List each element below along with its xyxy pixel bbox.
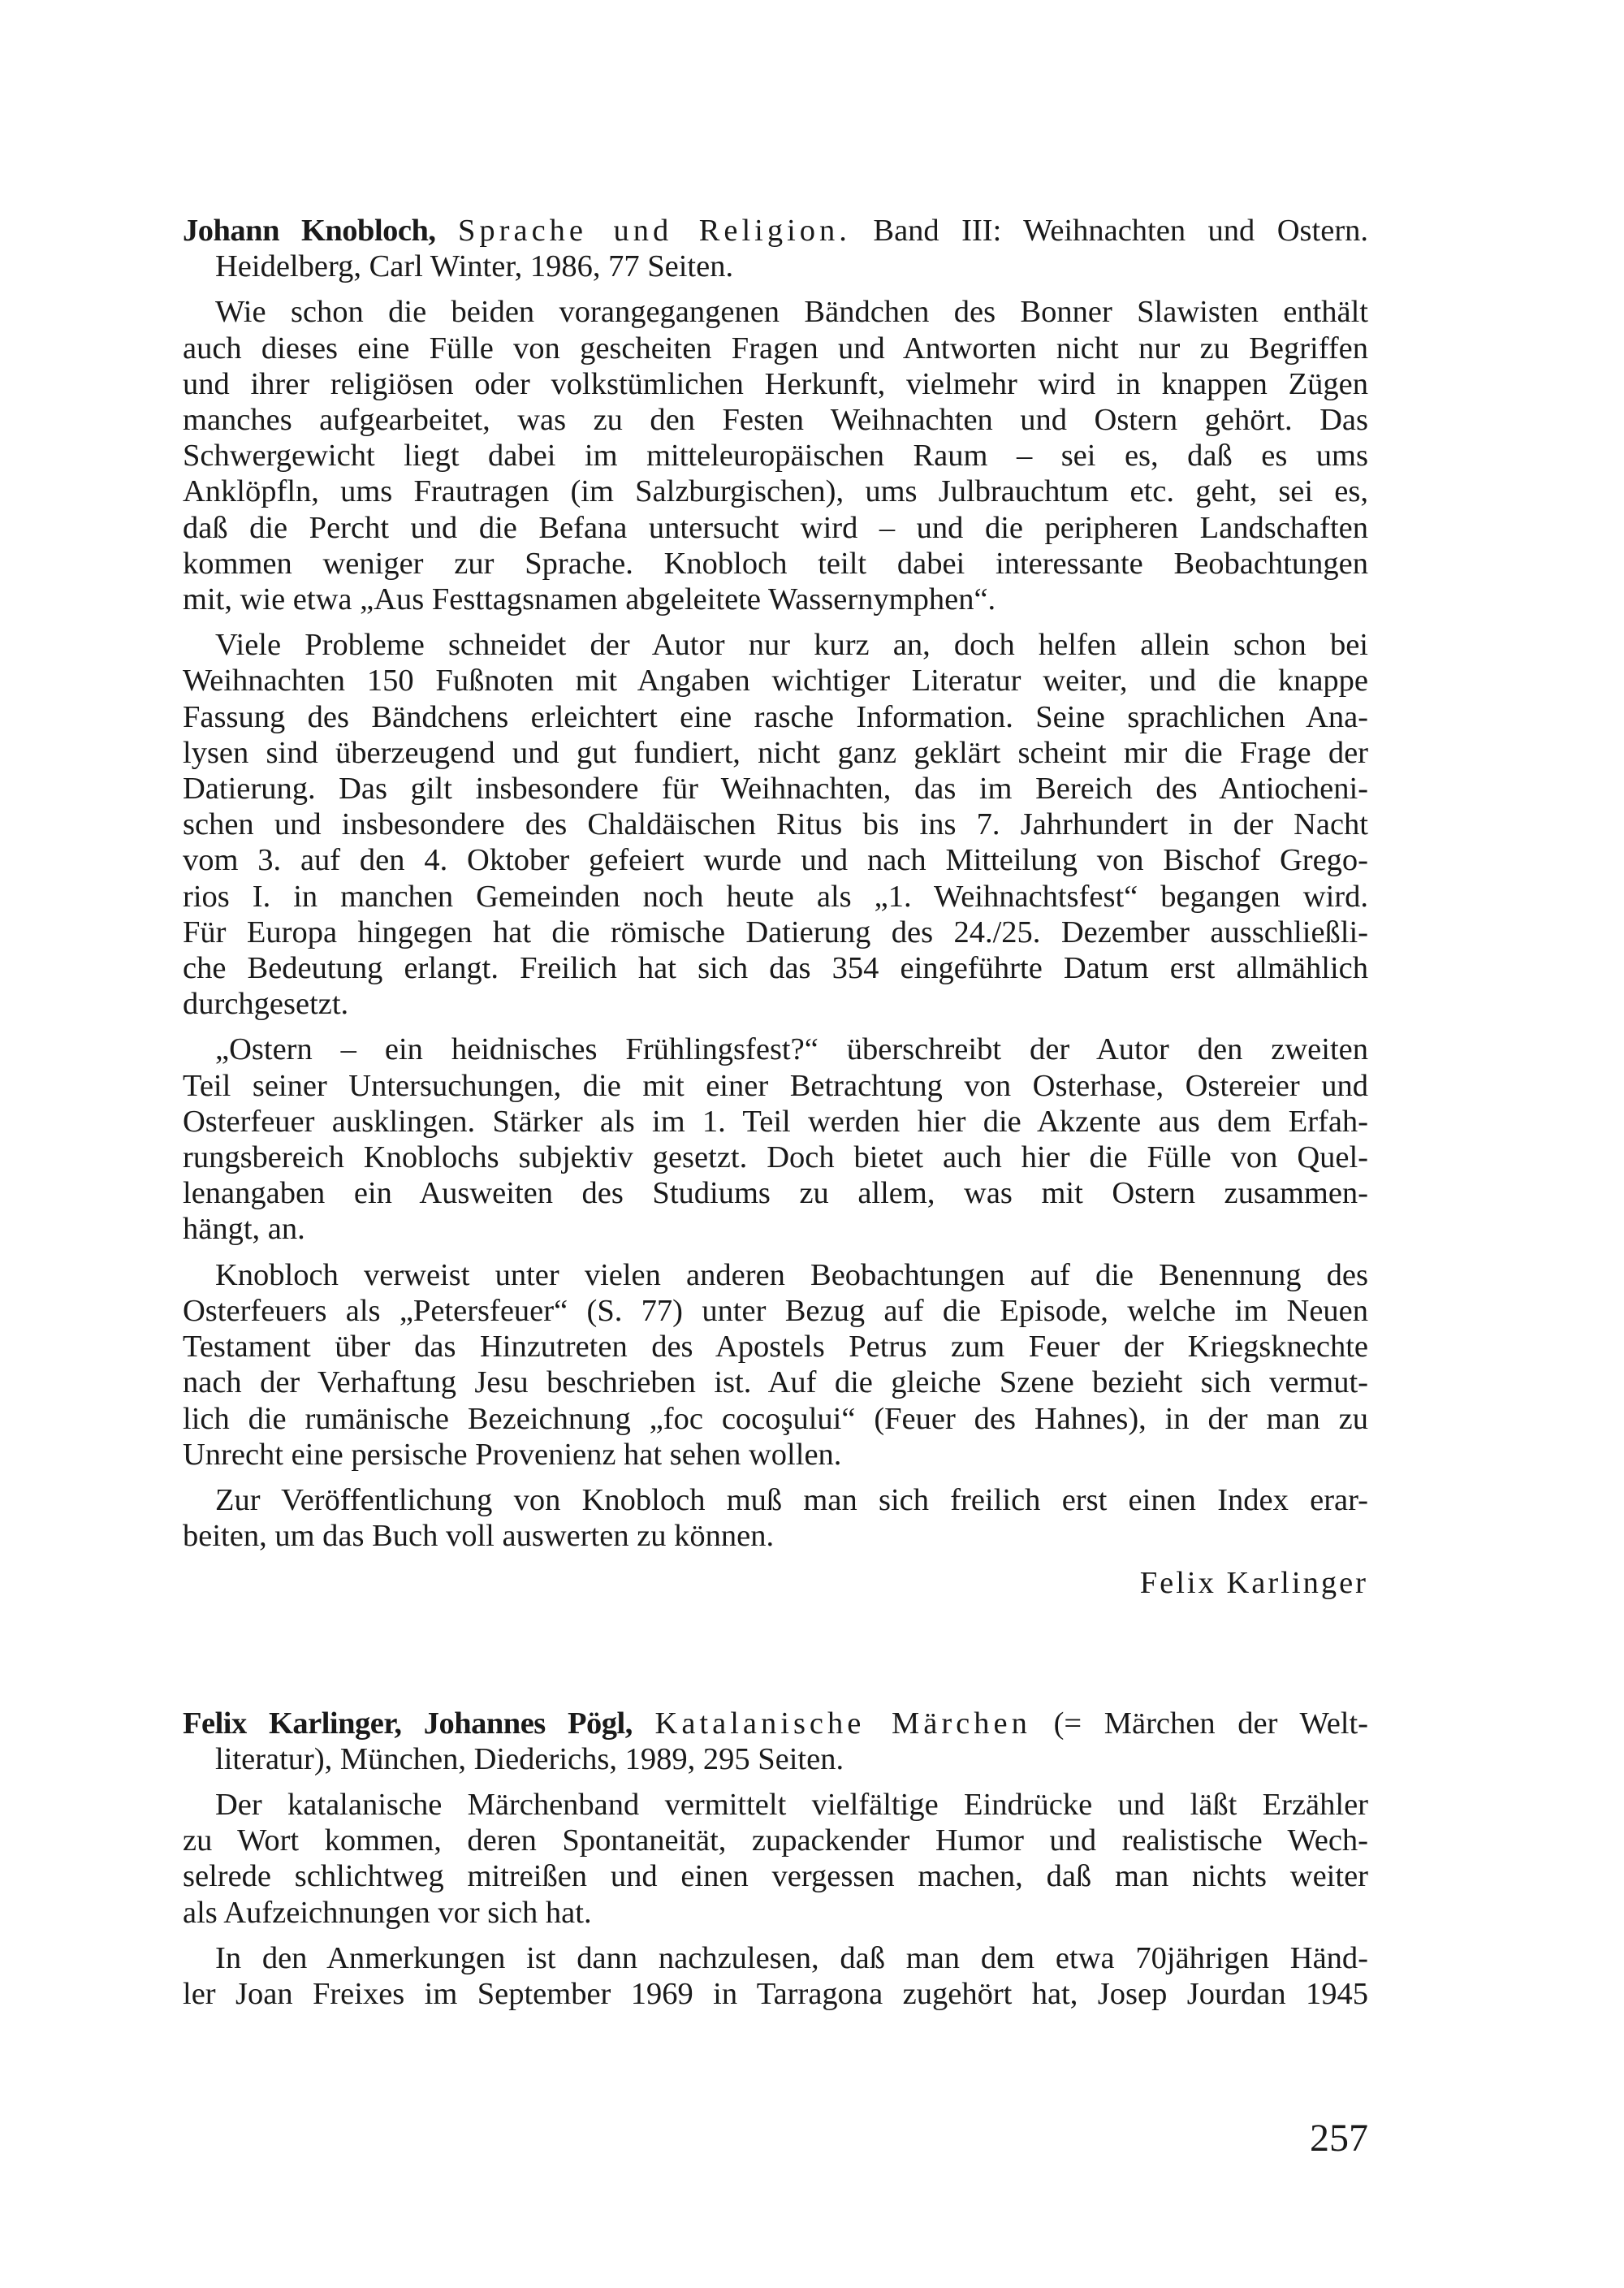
- document-page: [183, 213, 1368, 2012]
- section-spacer: [183, 1602, 1368, 1706]
- entry-authors: Felix Karlinger, Johannes Pögl,: [183, 1706, 633, 1741]
- entry-title: Katalanische Märchen: [654, 1706, 1031, 1741]
- text-line: kommen weniger zur Sprache. Knobloch teilt dabei interessante Beobachtungen: [183, 546, 1368, 581]
- paragraph: [183, 1787, 1368, 1931]
- text-line: Osterfeuers als „Petersfeuer“ (S. 77) unter Bezug auf die Episode, welche im Neuen: [183, 1293, 1368, 1328]
- reviewer-signature: Felix Karlinger: [1139, 1566, 1368, 1601]
- text-line: Wie schon die beiden vorangegangenen Bändchen des Bonner Slawisten enthält: [215, 295, 1368, 330]
- entry-details: Band III: Weihnachten und Ostern.: [873, 214, 1369, 248]
- text-line: Anklöpfln, ums Frautragen (im Salzburgischen), ums Julbrauchtum etc. geht, sei es,: [183, 474, 1368, 509]
- text-line: lenangaben ein Ausweiten des Studiums zu allem, was mit Ostern zusammen-: [183, 1176, 1368, 1211]
- text-line: Testament über das Hinzutreten des Apostels Petrus zum Feuer der Kriegsknechte: [183, 1330, 1368, 1365]
- text-line: Für Europa hingegen hat die römische Datierung des 24./25. Dezember ausschließli-: [183, 915, 1368, 949]
- bibliographic-entry: [183, 1706, 1368, 1777]
- entry-line-2: Heidelberg, Carl Winter, 1986, 77 Seiten.: [215, 249, 734, 284]
- text-line: hängt, an.: [183, 1212, 305, 1247]
- text-line: Datierung. Das gilt insbesondere für Weihnachten, das im Bereich des Antiocheni-: [183, 772, 1368, 807]
- text-line: mit, wie etwa „Aus Festtagsnamen abgeleitete Wassernymphen“.: [183, 582, 996, 617]
- text-line: auch dieses eine Fülle von gescheiten Fragen und Antworten nicht nur zu Begriffen: [183, 331, 1368, 365]
- text-line: Unrecht eine persische Provenienz hat sehen wollen.: [183, 1437, 842, 1472]
- text-line: rios I. in manchen Gemeinden noch heute als „1. Weihnachtsfest“ begangen wird.: [183, 879, 1368, 914]
- text-line: ler Joan Freixes im September 1969 in Tarragona zugehört hat, Josep Jourdan 1945: [183, 1976, 1368, 2011]
- paragraph: [183, 1940, 1368, 2012]
- text-line: vom 3. auf den 4. Oktober gefeiert wurde und nach Mitteilung von Bischof Grego-: [183, 843, 1368, 878]
- text-line: beiten, um das Buch voll auswerten zu können.: [183, 1519, 775, 1554]
- text-line: zu Wort kommen, deren Spontaneität, zupackender Humor und realistische Wech-: [183, 1823, 1368, 1858]
- text-line: In den Anmerkungen ist dann nachzulesen, daß man dem etwa 70jährigen Händ-: [215, 1940, 1368, 1975]
- text-line: che Bedeutung erlangt. Freilich hat sich das 354 eingeführte Datum erst allmählich: [183, 951, 1368, 986]
- text-line: Weihnachten 150 Fußnoten mit Angaben wichtiger Literatur weiter, und die knappe: [183, 664, 1368, 699]
- text-line: Knobloch verweist unter vielen anderen Beobachtungen auf die Benennung des: [215, 1257, 1368, 1292]
- entry-line-2: literatur), München, Diederichs, 1989, 295 Seiten.: [215, 1741, 844, 1776]
- entry-authors: Johann Knobloch,: [183, 214, 436, 248]
- text-line: Der katalanische Märchenband vermittelt vielfältige Eindrücke und läßt Erzähler: [215, 1787, 1368, 1822]
- text-line: „Ostern – ein heidnisches Frühlingsfest?“ überschreibt der Autor den zweiten: [215, 1032, 1368, 1067]
- text-line: als Aufzeichnungen vor sich hat.: [183, 1895, 592, 1930]
- text-line: Osterfeuer ausklingen. Stärker als im 1. Teil werden hier die Akzente aus dem Erfah-: [183, 1104, 1368, 1139]
- review-knobloch: [183, 213, 1368, 1602]
- text-line: Schwergewicht liegt dabei im mitteleuropäischen Raum – sei es, daß es ums: [183, 439, 1368, 474]
- text-line: daß die Percht und die Befana untersucht wird – und die peripheren Landschaften: [183, 510, 1368, 545]
- text-line: selrede schlichtweg mitreißen und einen vergessen machen, daß man nichts weiter: [183, 1859, 1368, 1894]
- entry-line-1: [183, 1706, 1368, 1741]
- text-line: und ihrer religiösen oder volkstümlichen Herkunft, vielmehr wird in knappen Zügen: [183, 366, 1368, 401]
- entry-details: (= Märchen der Welt-: [1053, 1706, 1369, 1741]
- paragraph: [183, 1257, 1368, 1473]
- text-line: schen und insbesondere des Chaldäischen Ritus bis ins 7. Jahrhundert in der Nacht: [183, 807, 1368, 842]
- text-line: rungsbereich Knoblochs subjektiv gesetzt. Doch bietet auch hier die Fülle von Quel-: [183, 1140, 1368, 1175]
- text-line: durchgesetzt.: [183, 987, 349, 1022]
- paragraph: [183, 294, 1368, 617]
- text-line: Zur Veröffentlichung von Knobloch muß man sich freilich erst einen Index erar-: [215, 1482, 1368, 1517]
- entry-title: Sprache und Religion.: [458, 214, 851, 248]
- text-line: nach der Verhaftung Jesu beschrieben ist. Auf die gleiche Szene bezieht sich vermut-: [183, 1365, 1368, 1400]
- entry-line-1: [183, 213, 1368, 249]
- text-line: Fassung des Bändchens erleichtert eine rasche Information. Seine sprachlichen Ana-: [183, 699, 1368, 734]
- page-number: 257: [1310, 2117, 1368, 2160]
- paragraph: [183, 1032, 1368, 1247]
- paragraph: [183, 627, 1368, 1022]
- review-katalanische-maerchen: [183, 1706, 1368, 2013]
- text-line: lysen sind überzeugend und gut fundiert, nicht ganz geklärt scheint mir die Frage der: [183, 735, 1368, 770]
- paragraph: [183, 1482, 1368, 1554]
- text-line: lich die rumänische Bezeichnung „foc cocoşului“ (Feuer des Hahnes), in der man zu: [183, 1401, 1368, 1436]
- text-line: manches aufgearbeitet, was zu den Festen Weihnachten und Ostern gehört. Das: [183, 403, 1368, 438]
- text-line: Teil seiner Untersuchungen, die mit einer Betrachtung von Osterhase, Ostereier und: [183, 1068, 1368, 1103]
- text-line: Viele Probleme schneidet der Autor nur kurz an, doch helfen allein schon bei: [215, 628, 1368, 663]
- bibliographic-entry: [183, 213, 1368, 284]
